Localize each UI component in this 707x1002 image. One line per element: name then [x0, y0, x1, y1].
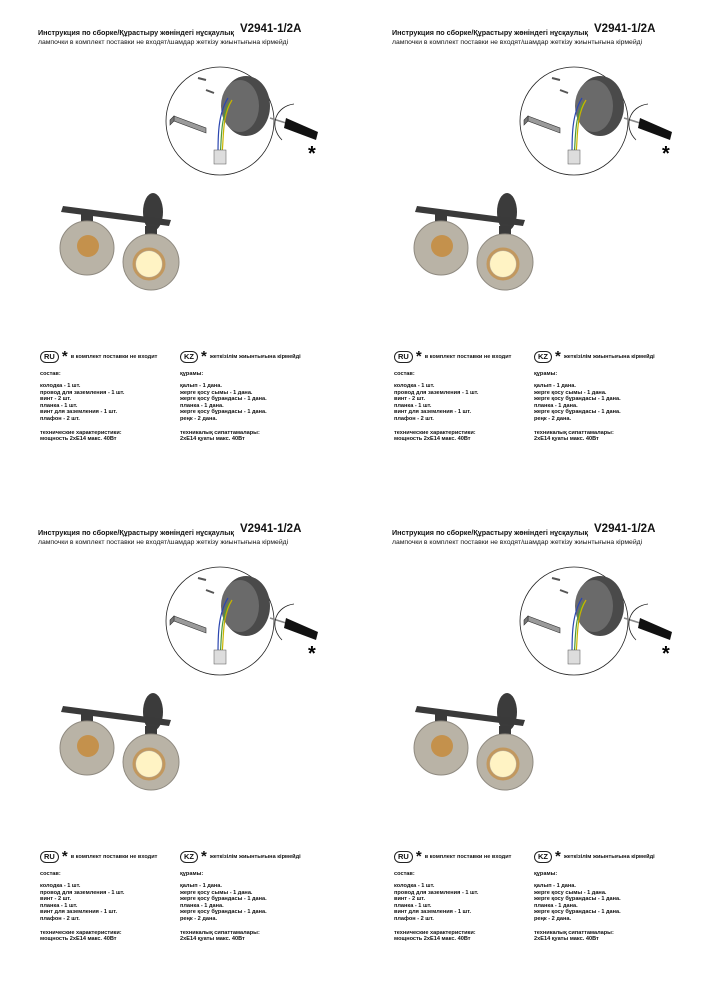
instruction-panel [30, 522, 360, 1002]
kz-spec-heading: техникалық сипаттамалары: [180, 929, 260, 936]
ru-section [40, 348, 200, 443]
kz-section [180, 348, 350, 443]
instruction-title: Инструкция по сборке/Құрастыру жөніндегі нұсқаулық [392, 28, 588, 37]
list-item: қалып - 1 дана. [180, 383, 222, 389]
list-item: винт для заземления - 1 шт. [40, 409, 118, 416]
asterisk-icon: * [61, 347, 68, 365]
ru-badge: RU [40, 851, 59, 863]
list-item: колодка - 1 шт. [40, 383, 81, 389]
double-globe-wall-lamp-illustration [55, 190, 205, 302]
model-number: V2941-1/2A [240, 523, 302, 535]
list-item: реңк - 2 дана. [534, 415, 572, 422]
kz-badge: KZ [180, 851, 198, 863]
asterisk-icon: * [415, 847, 422, 865]
list-item: реңк - 2 дана. [180, 415, 218, 422]
instruction-panel [30, 22, 360, 502]
ru-badge: RU [394, 851, 413, 863]
list-item: планка - 1 шт. [40, 902, 78, 909]
kz-section [180, 848, 350, 943]
wall-mount-assembly-illustration [512, 566, 682, 676]
kz-spec-value: 2хЕ14 қуаты макс. 40Вт [180, 936, 245, 943]
list-item: колодка - 1 шт. [40, 883, 81, 889]
kz-composition-heading: құрамы: [534, 871, 558, 877]
kz-spec-heading: техникалық сипаттамалары: [534, 429, 614, 436]
list-item: плафон - 2 шт. [394, 915, 434, 922]
asterisk-icon: * [61, 847, 68, 865]
kz-composition-heading: құрамы: [534, 371, 558, 377]
kz-composition-heading: құрамы: [180, 871, 204, 877]
instruction-title: Инструкция по сборке/Құрастыру жөніндегі нұсқаулық [38, 28, 234, 37]
ru-section [394, 848, 554, 943]
ru-note: в комплект поставки не входит [424, 853, 512, 860]
kz-note: жеткізілім жиынтығына кірмейді [563, 853, 655, 860]
list-item: қалып - 1 дана. [534, 383, 576, 389]
list-item: жерге қосу бұрандасы - 1 дана. [180, 909, 267, 916]
kz-note: жеткізілім жиынтығына кірмейді [209, 353, 301, 360]
ru-items-list [394, 383, 554, 423]
list-item: жерге қосу бұрандасы - 1 дана. [534, 396, 621, 403]
list-item: планка - 1 дана. [534, 902, 578, 909]
kz-spec-heading: техникалық сипаттамалары: [180, 429, 260, 436]
svg-text:*: * [662, 643, 670, 665]
kz-badge: KZ [534, 851, 552, 863]
list-item: винт - 2 шт. [394, 396, 426, 403]
list-item: реңк - 2 дана. [180, 915, 218, 922]
ru-spec-heading: технические характеристики: [394, 929, 476, 936]
list-item: жерге қосу сымы - 1 дана. [534, 889, 607, 896]
instruction-panel [384, 522, 707, 1002]
bulbs-not-included-note: лампочки в комплект поставки не входят/шамдар жеткізу жиынтығына кірмейді [392, 539, 643, 546]
ru-spec-heading: технические характеристики: [394, 429, 476, 436]
list-item: винт для заземления - 1 шт. [394, 909, 472, 916]
list-item: жерге қосу сымы - 1 дана. [180, 889, 253, 896]
wall-mount-assembly-illustration [158, 66, 328, 176]
kz-section [534, 848, 704, 943]
ru-section [394, 348, 554, 443]
ru-spec-value: мощность 2хЕ14 макс. 40Вт [40, 436, 117, 443]
list-item: жерге қосу бұрандасы - 1 дана. [180, 396, 267, 403]
kz-section [534, 348, 704, 443]
ru-composition-heading: состав: [40, 871, 61, 877]
instruction-title: Инструкция по сборке/Құрастыру жөніндегі нұсқаулық [38, 528, 234, 537]
list-item: винт для заземления - 1 шт. [40, 909, 118, 916]
ru-items-list [40, 883, 200, 923]
bulbs-not-included-note: лампочки в комплект поставки не входят/шамдар жеткізу жиынтығына кірмейді [38, 539, 289, 546]
bulbs-not-included-note: лампочки в комплект поставки не входят/шамдар жеткізу жиынтығына кірмейді [392, 39, 643, 46]
ru-spec-value: мощность 2хЕ14 макс. 40Вт [394, 436, 471, 443]
list-item: қалып - 1 дана. [534, 883, 576, 889]
list-item: жерге қосу бұрандасы - 1 дана. [534, 409, 621, 416]
list-item: жерге қосу бұрандасы - 1 дана. [180, 896, 267, 903]
kz-items-list [534, 883, 704, 923]
instruction-title: Инструкция по сборке/Құрастыру жөніндегі нұсқаулық [392, 528, 588, 537]
list-item: жерге қосу бұрандасы - 1 дана. [180, 409, 267, 416]
kz-spec-value: 2хЕ14 қуаты макс. 40Вт [180, 436, 245, 443]
list-item: планка - 1 шт. [394, 902, 432, 909]
list-item: плафон - 2 шт. [394, 415, 434, 422]
kz-items-list [534, 383, 704, 423]
asterisk-icon: * [415, 347, 422, 365]
ru-items-list [394, 883, 554, 923]
ru-note: в комплект поставки не входит [70, 353, 158, 360]
asterisk-icon: * [555, 847, 561, 865]
kz-badge: KZ [180, 351, 198, 363]
ru-note: в комплект поставки не входит [424, 353, 512, 360]
list-item: колодка - 1 шт. [394, 383, 435, 389]
list-item: провод для заземления - 1 шт. [394, 889, 479, 896]
list-item: винт - 2 шт. [40, 396, 72, 403]
list-item: винт - 2 шт. [394, 896, 426, 903]
ru-spec-value: мощность 2хЕ14 макс. 40Вт [394, 936, 471, 943]
ru-items-list [40, 383, 200, 423]
wall-mount-assembly-illustration [158, 566, 328, 676]
list-item: колодка - 1 шт. [394, 883, 435, 889]
double-globe-wall-lamp-illustration [409, 190, 559, 302]
ru-spec-heading: технические характеристики: [40, 429, 122, 436]
model-number: V2941-1/2A [594, 23, 656, 35]
list-item: плафон - 2 шт. [40, 415, 80, 422]
list-item: планка - 1 шт. [394, 402, 432, 409]
wall-mount-assembly-illustration [512, 66, 682, 176]
kz-composition-heading: құрамы: [180, 371, 204, 377]
ru-spec-heading: технические характеристики: [40, 929, 122, 936]
svg-text:*: * [308, 643, 316, 665]
ru-spec-value: мощность 2хЕ14 макс. 40Вт [40, 936, 117, 943]
kz-spec-heading: техникалық сипаттамалары: [534, 929, 614, 936]
kz-items-list [180, 883, 350, 923]
list-item: планка - 1 дана. [180, 402, 224, 409]
svg-text:*: * [308, 143, 316, 165]
model-number: V2941-1/2A [594, 523, 656, 535]
asterisk-icon: * [555, 347, 561, 365]
model-number: V2941-1/2A [240, 23, 302, 35]
kz-items-list [180, 383, 350, 423]
kz-note: жеткізілім жиынтығына кірмейді [563, 353, 655, 360]
list-item: қалып - 1 дана. [180, 883, 222, 889]
list-item: винт - 2 шт. [40, 896, 72, 903]
kz-badge: KZ [534, 351, 552, 363]
list-item: винт для заземления - 1 шт. [394, 409, 472, 416]
ru-badge: RU [394, 351, 413, 363]
asterisk-icon: * [201, 847, 207, 865]
svg-text:*: * [662, 143, 670, 165]
asterisk-icon: * [201, 347, 207, 365]
list-item: плафон - 2 шт. [40, 915, 80, 922]
bulbs-not-included-note: лампочки в комплект поставки не входят/шамдар жеткізу жиынтығына кірмейді [38, 39, 289, 46]
instruction-panel [384, 22, 707, 502]
list-item: планка - 1 дана. [180, 902, 224, 909]
list-item: жерге қосу бұрандасы - 1 дана. [534, 909, 621, 916]
ru-composition-heading: состав: [40, 371, 61, 377]
list-item: планка - 1 дана. [534, 402, 578, 409]
list-item: реңк - 2 дана. [534, 915, 572, 922]
ru-badge: RU [40, 351, 59, 363]
ru-note: в комплект поставки не входит [70, 853, 158, 860]
list-item: провод для заземления - 1 шт. [394, 389, 479, 396]
list-item: планка - 1 шт. [40, 402, 78, 409]
kz-note: жеткізілім жиынтығына кірмейді [209, 853, 301, 860]
double-globe-wall-lamp-illustration [409, 690, 559, 802]
list-item: жерге қосу бұрандасы - 1 дана. [534, 896, 621, 903]
kz-spec-value: 2хЕ14 қуаты макс. 40Вт [534, 936, 599, 943]
ru-section [40, 848, 200, 943]
double-globe-wall-lamp-illustration [55, 690, 205, 802]
list-item: жерге қосу сымы - 1 дана. [180, 389, 253, 396]
ru-composition-heading: состав: [394, 371, 415, 377]
list-item: жерге қосу сымы - 1 дана. [534, 389, 607, 396]
kz-spec-value: 2хЕ14 қуаты макс. 40Вт [534, 436, 599, 443]
ru-composition-heading: состав: [394, 871, 415, 877]
list-item: провод для заземления - 1 шт. [40, 889, 125, 896]
list-item: провод для заземления - 1 шт. [40, 389, 125, 396]
